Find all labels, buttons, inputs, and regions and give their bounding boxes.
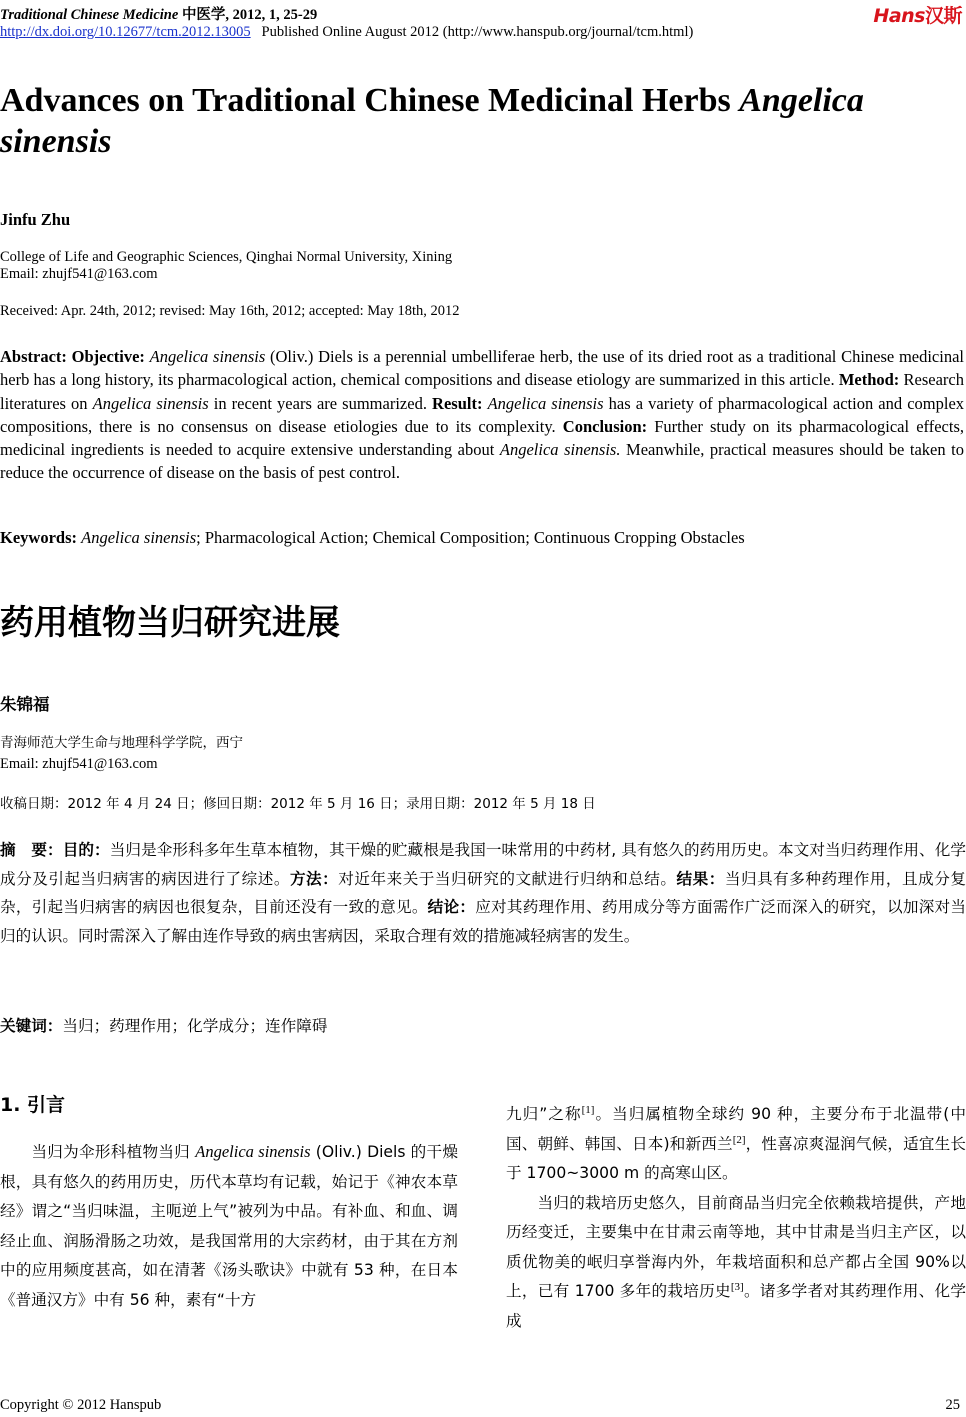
chinese-dates <box>0 792 596 813</box>
result-label: Result: <box>432 393 483 413</box>
keyword-species: Angelica sinensis <box>81 528 197 547</box>
cn-keywords-list: 当归；药理作用；化学成分；连作障碍 <box>62 1017 328 1035</box>
objective-text: (Oliv.) Diels is a perennial umbelliferae herb, the use of its dried root as a traditional Chinese medicinal herb has a long history, its pharmacological action, chemical compositions and disease etiology are summarized in this article. <box>0 347 965 390</box>
footer-copyright: Copyright © 2012 Hanspub <box>0 1397 162 1413</box>
species-name: Angelica sinensis. <box>499 440 621 460</box>
citation-ref-1[interactable]: [1] <box>581 1103 595 1116</box>
right-text-a: 九归”之称 <box>506 1105 582 1123</box>
method-tail: in recent years are summarized. <box>208 393 427 413</box>
keywords-label: Keywords: <box>0 528 77 547</box>
conclusion-label: Conclusion: <box>562 416 648 436</box>
title-italic-species: Angelica sinensis <box>0 82 864 160</box>
english-author: Jinfu Zhu <box>0 210 71 229</box>
abstract-label: Abstract: <box>0 347 67 366</box>
journal-header <box>0 3 317 24</box>
english-affiliation: College of Life and Geographic Sciences, Qinghai Normal University, Xining <box>0 249 453 265</box>
right-paragraph-1 <box>506 1100 966 1189</box>
species-name: Angelica sinensis <box>149 347 266 366</box>
cn-abstract-label: 摘 要： <box>0 841 63 859</box>
objective-label: Objective: <box>71 347 145 366</box>
english-title <box>0 80 960 162</box>
hanspub-logo <box>873 1 962 28</box>
method-text: Research literatures on <box>0 370 965 413</box>
logo-cn: 汉斯 <box>924 5 962 27</box>
english-dates: Received: Apr. 24th, 2012; revised: May 16th, 2012; accepted: May 18th, 2012 <box>0 303 460 319</box>
right-text-c: ，性喜凉爽湿润气候，适宜生长于 1700~3000 m 的高寒山区。 <box>506 1134 966 1182</box>
chinese-dates-text: 收稿日期：2012 年 4 月 24 日；修回日期：2012 年 5 月 16 日；录用日期：2012 年 5 月 18 日 <box>0 796 596 812</box>
english-email: Email: zhujf541@163.com <box>0 266 158 282</box>
journal-citation: 中医学, 2012, 1, 25-29 <box>178 7 318 23</box>
body-column-left <box>0 1137 458 1315</box>
doi-link[interactable]: http://dx.doi.org/10.12677/tcm.2012.13005 <box>0 24 251 40</box>
intro-text-a: 当归为伞形科植物当归 <box>31 1143 196 1161</box>
right-paragraph-2 <box>506 1189 966 1337</box>
cn-conclusion-text: 应对其药理作用、药用成分等方面需作广泛而深入的研究，以加深对当归的认识。同时需深入了解由连作导致的病虫害病因，采取合理有效的措施减轻病害的发生。 <box>0 898 966 945</box>
conclusion-text: Further study on its pharmacological effects, medicinal ingredients is needed to acquire extensive understanding about <box>0 416 965 460</box>
result-text: has a variety of pharmacological action and complex compositions, there is no consensus on disease etiologies due to its complexity. <box>0 393 965 436</box>
species-name: Angelica sinensis <box>92 393 209 413</box>
cn-keywords-label: 关键词： <box>0 1017 63 1035</box>
published-online-text: Published Online August 2012 (http://www.hanspub.org/journal/tcm.html) <box>261 24 694 40</box>
cn-result-text: 当归具有多种药理作用，且成分复杂，引起当归病害的病因也很复杂，目前还没有一致的意见。 <box>0 869 966 916</box>
cn-result-label: 结果： <box>676 869 725 888</box>
cn-objective-label: 目的： <box>62 841 110 859</box>
chinese-affiliation: 青海师范大学生命与地理科学学院，西宁 <box>0 735 243 751</box>
right-text-b: 。当归属植物全球约 90 种，主要分布于北温带(中国、朝鲜、韩国、日本)和新西兰 <box>506 1105 966 1153</box>
citation-ref-3[interactable]: [3] <box>730 1280 744 1293</box>
right-text-d: 当归的栽培历史悠久，目前商品当归完全依赖栽培提供，产地历经变迁，主要集中在甘肃云南等地，其中甘肃是当归主产区，以质优物美的岷归享誉海内外，年栽培面积和总产都占全国 90%以上，已有 1700 多年的栽培历史 <box>506 1193 966 1300</box>
method-label: Method: <box>838 370 900 390</box>
title-main: Advances on Traditional Chinese Medicinal Herbs <box>0 82 740 119</box>
right-text-e: 。诸多学者对其药理作用、化学成 <box>506 1282 966 1330</box>
english-keywords <box>0 528 745 548</box>
journal-name: Traditional Chinese Medicine <box>0 7 179 23</box>
chinese-author: 朱锦福 <box>0 695 50 714</box>
chinese-affiliation-block <box>0 733 243 775</box>
cn-method-label: 方法： <box>289 869 339 888</box>
conclusion-tail: Meanwhile, practical measures should be taken to reduce the occurrence of disease on the basis of pest control. <box>0 440 964 483</box>
english-abstract <box>0 345 964 485</box>
cn-objective-text: 当归是伞形科多年生草本植物，其干燥的贮藏根是我国一味常用的中药材, 具有悠久的药用历史。本文对当归药理作用、化学成分及引起当归病害的病因进行了综述。 <box>0 841 966 888</box>
cn-method-text: 对近年来关于当归研究的文献进行归纳和总结。 <box>338 869 677 888</box>
logo-en: Hans <box>873 5 925 27</box>
keywords-list: ; Pharmacological Action; Chemical Composition; Continuous Cropping Obstacles <box>196 528 745 547</box>
chinese-abstract <box>0 836 966 950</box>
doi-line <box>0 24 693 41</box>
intro-text-b: (Oliv.) Diels 的干燥根，具有悠久的药用历史，历代本草均有记载，始记于《神农本草经》谓之“当归味温，主呃逆上气”被列为中品。有补血、和血、调经止血、润肠滑肠之功效，是我国常用的大宗药材，由于其在方剂中的应用频度甚高，如在清著《汤头歌诀》中就有 53 种，在日本《普通汉方》中有 56 种，素有“十方 <box>0 1143 458 1309</box>
footer-page-number: 25 <box>945 1397 960 1413</box>
body-column-right <box>506 1100 966 1336</box>
species-name: Angelica sinensis <box>487 393 604 413</box>
intro-species: Angelica sinensis <box>195 1142 311 1161</box>
citation-ref-2[interactable]: [2] <box>732 1133 746 1146</box>
chinese-keywords <box>0 1014 328 1036</box>
cn-conclusion-label: 结论： <box>427 898 476 916</box>
english-affiliation-block <box>0 249 452 283</box>
chinese-email: Email: zhujf541@163.com <box>0 756 158 772</box>
chinese-title: 药用植物当归研究进展 <box>0 603 340 643</box>
section-heading-introduction: 1. 引言 <box>0 1094 66 1116</box>
